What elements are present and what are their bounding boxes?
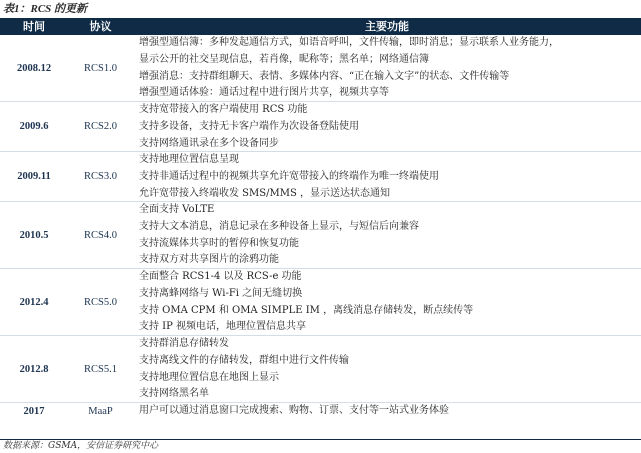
row-protocol: MaaP [88,406,113,417]
row-feature: 支持多设备，支持无卡客户端作为次设备登陆使用 [139,121,359,132]
table-row [0,403,641,420]
row-feature: 支持离蜂网络与 Wi-Fi 之间无缝切换 [139,288,303,299]
table-row [0,35,641,102]
row-time: 2010.5 [19,230,49,241]
row-protocol: RCS3.0 [84,171,117,182]
row-feature: 支持地理位置信息在地图上显示 [139,372,279,383]
row-feature: 显示公开的社交呈现信息，若肖像，昵称等；黑名单；网络通信簿 [139,54,429,65]
header-protocol: 协议 [89,20,112,33]
row-time: 2008.12 [16,63,52,74]
row-feature: 支持大文本消息，消息记录在多种设备上显示，与短信后向兼容 [139,221,419,232]
row-feature: 支持流媒体共享时的暂停和恢复功能 [139,238,299,249]
header-features: 主要功能 [365,20,409,33]
row-feature: 用户可以通过消息窗口完成搜索、购物、订票、支付等一站式业务体验 [139,405,449,416]
row-feature: 支持离线文件的存储转发，群组中进行文件传输 [139,355,349,366]
row-time: 2012.4 [19,297,49,308]
row-feature: 支持网络通讯录在多个设备同步 [139,138,279,149]
table-row [0,202,641,269]
row-feature: 支持非通话过程中的视频共享允许宽带接入的终端作为唯一终端使用 [139,171,439,182]
row-protocol: RCS4.0 [84,230,117,241]
row-time: 2017 [23,406,45,417]
table-row [0,102,641,152]
row-time: 2009.11 [17,171,51,182]
table-row [0,152,641,202]
row-protocol: RCS5.1 [84,364,117,375]
row-feature: 支持双方对共享图片的涂鸦功能 [139,254,279,265]
row-feature: 增强消息：支持群组聊天、表情、多媒体内容、“正在输入文字”的状态、文件传输等 [139,71,510,82]
row-feature: 支持 OMA CPM 和 OMA SIMPLE IM ，离线消息存储转发，断点续传等 [139,305,474,316]
table-caption: 表1：RCS 的更新 [3,3,88,15]
row-feature: 支持 IP 视频电话，地理位置信息共享 [139,321,307,332]
row-protocol: RCS2.0 [84,121,117,132]
table-header [0,18,641,35]
row-protocol: RCS1.0 [84,63,117,74]
table-row [0,336,641,403]
header-time: 时间 [23,20,45,33]
row-feature: 支持宽带接入的客户端使用 RCS 功能 [139,104,308,115]
row-feature: 允许宽带接入终端收发 SMS/MMS ，显示送达状态通知 [139,188,390,199]
row-protocol: RCS5.0 [84,297,117,308]
source-note: 数据来源：GSMA，安信证券研究中心 [3,441,159,451]
row-feature: 支持网络黑名单 [139,388,209,399]
row-feature: 全面支持 VoLTE [139,204,215,215]
table-body [0,35,641,439]
row-feature: 支持地理位置信息呈现 [139,154,239,165]
row-feature: 全面整合 RCS1-4 以及 RCS-e 功能 [139,271,302,282]
row-feature: 支持群消息存储转发 [139,338,229,349]
row-time: 2009.6 [19,121,49,132]
row-feature: 增强型通信簿：多种发起通信方式，如语音呼叫，文件传输，即时消息；显示联系人业务能力， [139,37,559,48]
row-feature: 增强型通话体验：通话过程中进行图片共享，视频共享等 [139,87,389,98]
row-time: 2012.8 [19,364,49,375]
table-row [0,269,641,336]
